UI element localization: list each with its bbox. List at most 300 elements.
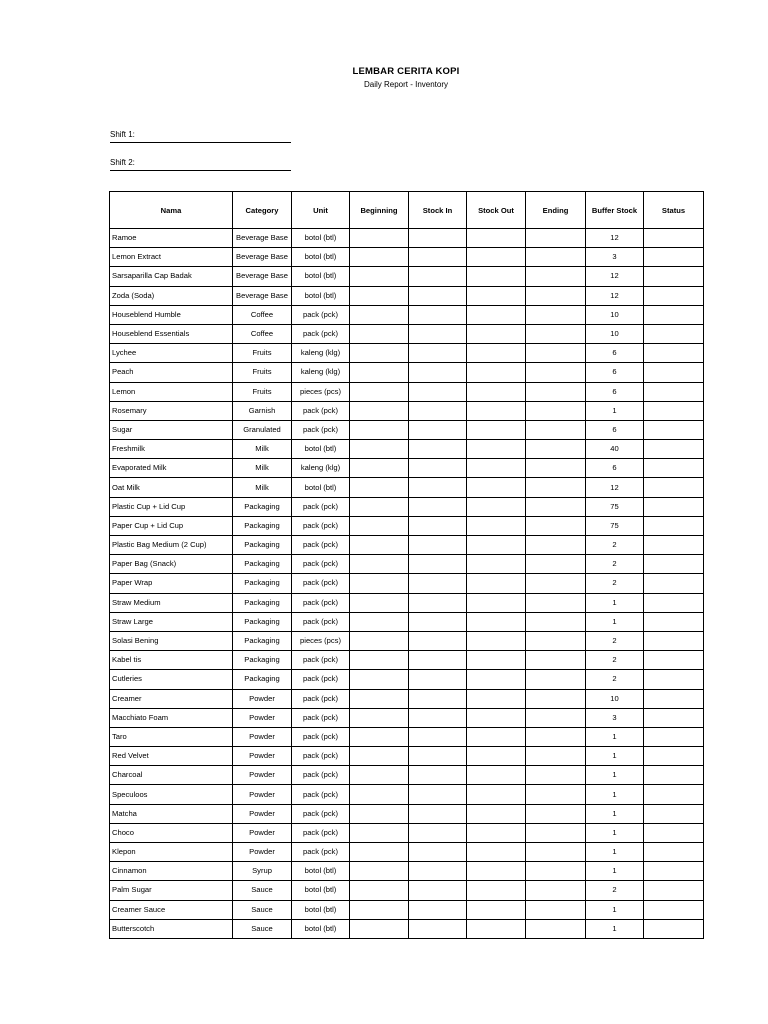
cell-stock-out[interactable]	[467, 229, 526, 248]
cell-stock-in[interactable]	[409, 574, 467, 593]
cell-ending[interactable]	[526, 708, 586, 727]
cell-category: Garnish	[233, 401, 292, 420]
cell-ending[interactable]	[526, 382, 586, 401]
cell-ending[interactable]	[526, 593, 586, 612]
cell-stock-in[interactable]	[409, 651, 467, 670]
cell-nama: Lemon	[110, 382, 233, 401]
cell-beginning[interactable]	[350, 747, 409, 766]
cell-status[interactable]	[644, 804, 704, 823]
cell-status[interactable]	[644, 440, 704, 459]
cell-stock-out[interactable]	[467, 248, 526, 267]
cell-beginning[interactable]	[350, 267, 409, 286]
cell-buffer-stock: 6	[586, 344, 644, 363]
cell-stock-out[interactable]	[467, 919, 526, 938]
table-row	[110, 766, 704, 785]
cell-buffer-stock: 3	[586, 248, 644, 267]
cell-buffer-stock: 75	[586, 516, 644, 535]
cell-stock-in[interactable]	[409, 900, 467, 919]
cell-beginning[interactable]	[350, 612, 409, 631]
cell-unit: kaleng (klg)	[292, 363, 350, 382]
table-row	[110, 324, 704, 343]
cell-stock-out[interactable]	[467, 267, 526, 286]
cell-buffer-stock: 40	[586, 440, 644, 459]
cell-nama: Sarsaparilla Cap Badak	[110, 267, 233, 286]
cell-stock-out[interactable]	[467, 747, 526, 766]
cell-ending[interactable]	[526, 555, 586, 574]
cell-category: Sauce	[233, 919, 292, 938]
page-title: LEMBAR CERITA KOPI	[352, 66, 460, 77]
cell-stock-out[interactable]	[467, 459, 526, 478]
cell-beginning[interactable]	[350, 344, 409, 363]
cell-status[interactable]	[644, 497, 704, 516]
cell-beginning[interactable]	[350, 689, 409, 708]
cell-stock-in[interactable]	[409, 459, 467, 478]
table-row	[110, 229, 704, 248]
cell-stock-in[interactable]	[409, 440, 467, 459]
cell-ending[interactable]	[526, 900, 586, 919]
cell-ending[interactable]	[526, 401, 586, 420]
cell-category: Packaging	[233, 670, 292, 689]
cell-status[interactable]	[644, 344, 704, 363]
cell-beginning[interactable]	[350, 459, 409, 478]
cell-status[interactable]	[644, 843, 704, 862]
cell-ending[interactable]	[526, 229, 586, 248]
table-row	[110, 478, 704, 497]
cell-ending[interactable]	[526, 344, 586, 363]
table-row	[110, 267, 704, 286]
cell-unit: pack (pck)	[292, 536, 350, 555]
cell-stock-out[interactable]	[467, 440, 526, 459]
cell-status[interactable]	[644, 267, 704, 286]
cell-ending[interactable]	[526, 459, 586, 478]
cell-category: Packaging	[233, 593, 292, 612]
cell-stock-in[interactable]	[409, 401, 467, 420]
table-row	[110, 670, 704, 689]
cell-beginning[interactable]	[350, 516, 409, 535]
cell-nama: Straw Medium	[110, 593, 233, 612]
cell-ending[interactable]	[526, 478, 586, 497]
cell-nama: Matcha	[110, 804, 233, 823]
cell-status[interactable]	[644, 919, 704, 938]
cell-stock-in[interactable]	[409, 516, 467, 535]
cell-category: Beverage Base	[233, 229, 292, 248]
cell-nama: Oat Milk	[110, 478, 233, 497]
cell-stock-in[interactable]	[409, 324, 467, 343]
cell-ending[interactable]	[526, 516, 586, 535]
cell-beginning[interactable]	[350, 631, 409, 650]
cell-ending[interactable]	[526, 823, 586, 842]
cell-category: Sauce	[233, 881, 292, 900]
cell-ending[interactable]	[526, 420, 586, 439]
cell-ending[interactable]	[526, 843, 586, 862]
cell-nama: Choco	[110, 823, 233, 842]
cell-stock-out[interactable]	[467, 689, 526, 708]
cell-buffer-stock: 12	[586, 267, 644, 286]
cell-unit: botol (btl)	[292, 267, 350, 286]
cell-ending[interactable]	[526, 689, 586, 708]
cell-ending[interactable]	[526, 670, 586, 689]
cell-buffer-stock: 1	[586, 843, 644, 862]
cell-category: Packaging	[233, 536, 292, 555]
cell-nama: Creamer Sauce	[110, 900, 233, 919]
cell-stock-in[interactable]	[409, 631, 467, 650]
cell-stock-out[interactable]	[467, 612, 526, 631]
cell-status[interactable]	[644, 555, 704, 574]
cell-ending[interactable]	[526, 747, 586, 766]
cell-stock-out[interactable]	[467, 478, 526, 497]
cell-ending[interactable]	[526, 536, 586, 555]
cell-status[interactable]	[644, 401, 704, 420]
cell-stock-in[interactable]	[409, 843, 467, 862]
cell-buffer-stock: 2	[586, 651, 644, 670]
cell-status[interactable]	[644, 900, 704, 919]
cell-status[interactable]	[644, 593, 704, 612]
cell-stock-in[interactable]	[409, 305, 467, 324]
cell-status[interactable]	[644, 536, 704, 555]
cell-stock-in[interactable]	[409, 497, 467, 516]
cell-stock-in[interactable]	[409, 612, 467, 631]
cell-buffer-stock: 1	[586, 919, 644, 938]
cell-status[interactable]	[644, 747, 704, 766]
cell-beginning[interactable]	[350, 305, 409, 324]
cell-stock-in[interactable]	[409, 593, 467, 612]
cell-beginning[interactable]	[350, 555, 409, 574]
table-row	[110, 305, 704, 324]
cell-stock-out[interactable]	[467, 862, 526, 881]
table-row	[110, 651, 704, 670]
cell-status[interactable]	[644, 286, 704, 305]
cell-status[interactable]	[644, 881, 704, 900]
cell-stock-out[interactable]	[467, 900, 526, 919]
cell-status[interactable]	[644, 708, 704, 727]
cell-status[interactable]	[644, 305, 704, 324]
cell-stock-in[interactable]	[409, 382, 467, 401]
cell-stock-out[interactable]	[467, 631, 526, 650]
shift-2-field[interactable]	[110, 157, 291, 171]
cell-stock-in[interactable]	[409, 248, 467, 267]
cell-category: Fruits	[233, 344, 292, 363]
cell-status[interactable]	[644, 727, 704, 746]
cell-nama: Ramoe	[110, 229, 233, 248]
cell-status[interactable]	[644, 631, 704, 650]
cell-ending[interactable]	[526, 363, 586, 382]
cell-status[interactable]	[644, 823, 704, 842]
cell-beginning[interactable]	[350, 536, 409, 555]
cell-stock-in[interactable]	[409, 862, 467, 881]
table-row	[110, 862, 704, 881]
cell-stock-in[interactable]	[409, 286, 467, 305]
cell-beginning[interactable]	[350, 727, 409, 746]
cell-stock-in[interactable]	[409, 555, 467, 574]
cell-stock-out[interactable]	[467, 382, 526, 401]
cell-buffer-stock: 6	[586, 382, 644, 401]
cell-stock-out[interactable]	[467, 823, 526, 842]
cell-nama: Plastic Bag Medium (2 Cup)	[110, 536, 233, 555]
cell-unit: botol (btl)	[292, 881, 350, 900]
cell-beginning[interactable]	[350, 382, 409, 401]
cell-beginning[interactable]	[350, 823, 409, 842]
cell-buffer-stock: 2	[586, 574, 644, 593]
cell-status[interactable]	[644, 248, 704, 267]
cell-category: Powder	[233, 843, 292, 862]
cell-stock-in[interactable]	[409, 708, 467, 727]
cell-unit: pack (pck)	[292, 305, 350, 324]
cell-ending[interactable]	[526, 804, 586, 823]
cell-ending[interactable]	[526, 631, 586, 650]
cell-stock-out[interactable]	[467, 785, 526, 804]
cell-stock-in[interactable]	[409, 478, 467, 497]
cell-stock-out[interactable]	[467, 881, 526, 900]
cell-status[interactable]	[644, 574, 704, 593]
table-row	[110, 536, 704, 555]
cell-status[interactable]	[644, 612, 704, 631]
cell-nama: Freshmilk	[110, 440, 233, 459]
cell-beginning[interactable]	[350, 286, 409, 305]
cell-stock-in[interactable]	[409, 823, 467, 842]
cell-status[interactable]	[644, 785, 704, 804]
cell-category: Coffee	[233, 305, 292, 324]
cell-nama: Cutleries	[110, 670, 233, 689]
cell-unit: pack (pck)	[292, 804, 350, 823]
cell-nama: Plastic Cup + Lid Cup	[110, 497, 233, 516]
cell-beginning[interactable]	[350, 785, 409, 804]
cell-stock-in[interactable]	[409, 420, 467, 439]
cell-status[interactable]	[644, 670, 704, 689]
cell-buffer-stock: 1	[586, 593, 644, 612]
cell-unit: botol (btl)	[292, 478, 350, 497]
cell-nama: Paper Cup + Lid Cup	[110, 516, 233, 535]
cell-stock-in[interactable]	[409, 670, 467, 689]
inventory-table	[109, 191, 704, 939]
cell-unit: pack (pck)	[292, 612, 350, 631]
column-header-ending: Ending	[526, 192, 586, 229]
column-header-buffer-stock: Buffer Stock	[586, 192, 644, 229]
cell-category: Sauce	[233, 900, 292, 919]
table-row	[110, 708, 704, 727]
cell-unit: pack (pck)	[292, 651, 350, 670]
cell-stock-out[interactable]	[467, 344, 526, 363]
cell-unit: botol (btl)	[292, 919, 350, 938]
cell-stock-out[interactable]	[467, 536, 526, 555]
cell-ending[interactable]	[526, 766, 586, 785]
cell-stock-out[interactable]	[467, 766, 526, 785]
cell-stock-in[interactable]	[409, 804, 467, 823]
cell-stock-in[interactable]	[409, 766, 467, 785]
cell-stock-out[interactable]	[467, 401, 526, 420]
cell-ending[interactable]	[526, 497, 586, 516]
cell-beginning[interactable]	[350, 229, 409, 248]
cell-ending[interactable]	[526, 785, 586, 804]
shift-2-label: Shift 2:	[110, 158, 135, 167]
cell-stock-out[interactable]	[467, 670, 526, 689]
cell-nama: Speculoos	[110, 785, 233, 804]
cell-nama: Paper Wrap	[110, 574, 233, 593]
cell-category: Powder	[233, 785, 292, 804]
cell-beginning[interactable]	[350, 497, 409, 516]
cell-buffer-stock: 1	[586, 862, 644, 881]
column-header-status: Status	[644, 192, 704, 229]
cell-stock-in[interactable]	[409, 689, 467, 708]
cell-stock-out[interactable]	[467, 324, 526, 343]
table-row	[110, 612, 704, 631]
cell-beginning[interactable]	[350, 363, 409, 382]
cell-ending[interactable]	[526, 324, 586, 343]
cell-ending[interactable]	[526, 248, 586, 267]
cell-ending[interactable]	[526, 919, 586, 938]
table-row	[110, 459, 704, 478]
cell-stock-out[interactable]	[467, 305, 526, 324]
cell-ending[interactable]	[526, 727, 586, 746]
cell-status[interactable]	[644, 420, 704, 439]
cell-beginning[interactable]	[350, 708, 409, 727]
cell-beginning[interactable]	[350, 574, 409, 593]
cell-beginning[interactable]	[350, 324, 409, 343]
cell-stock-out[interactable]	[467, 727, 526, 746]
cell-stock-in[interactable]	[409, 267, 467, 286]
cell-stock-in[interactable]	[409, 727, 467, 746]
cell-status[interactable]	[644, 324, 704, 343]
cell-nama: Charcoal	[110, 766, 233, 785]
cell-status[interactable]	[644, 862, 704, 881]
cell-nama: Evaporated Milk	[110, 459, 233, 478]
cell-stock-out[interactable]	[467, 651, 526, 670]
cell-buffer-stock: 12	[586, 478, 644, 497]
cell-ending[interactable]	[526, 267, 586, 286]
cell-nama: Sugar	[110, 420, 233, 439]
cell-stock-out[interactable]	[467, 497, 526, 516]
cell-status[interactable]	[644, 766, 704, 785]
cell-ending[interactable]	[526, 286, 586, 305]
cell-stock-out[interactable]	[467, 593, 526, 612]
cell-stock-out[interactable]	[467, 843, 526, 862]
table-row	[110, 919, 704, 938]
cell-stock-in[interactable]	[409, 785, 467, 804]
cell-beginning[interactable]	[350, 881, 409, 900]
cell-stock-out[interactable]	[467, 708, 526, 727]
cell-unit: kaleng (klg)	[292, 344, 350, 363]
cell-beginning[interactable]	[350, 651, 409, 670]
cell-stock-in[interactable]	[409, 747, 467, 766]
cell-buffer-stock: 2	[586, 631, 644, 650]
cell-unit: pack (pck)	[292, 555, 350, 574]
table-row	[110, 727, 704, 746]
cell-nama: Solasi Bening	[110, 631, 233, 650]
cell-buffer-stock: 2	[586, 670, 644, 689]
cell-beginning[interactable]	[350, 248, 409, 267]
column-header-unit: Unit	[292, 192, 350, 229]
cell-beginning[interactable]	[350, 440, 409, 459]
cell-nama: Creamer	[110, 689, 233, 708]
cell-stock-in[interactable]	[409, 881, 467, 900]
cell-buffer-stock: 1	[586, 401, 644, 420]
cell-stock-in[interactable]	[409, 919, 467, 938]
cell-status[interactable]	[644, 382, 704, 401]
cell-ending[interactable]	[526, 574, 586, 593]
cell-unit: botol (btl)	[292, 900, 350, 919]
cell-nama: Lychee	[110, 344, 233, 363]
table-row	[110, 286, 704, 305]
cell-ending[interactable]	[526, 881, 586, 900]
cell-status[interactable]	[644, 363, 704, 382]
cell-nama: Kabel tis	[110, 651, 233, 670]
table-row	[110, 823, 704, 842]
cell-ending[interactable]	[526, 440, 586, 459]
cell-unit: botol (btl)	[292, 440, 350, 459]
cell-status[interactable]	[644, 689, 704, 708]
cell-stock-out[interactable]	[467, 286, 526, 305]
table-row	[110, 363, 704, 382]
cell-beginning[interactable]	[350, 900, 409, 919]
cell-stock-out[interactable]	[467, 420, 526, 439]
cell-buffer-stock: 1	[586, 823, 644, 842]
cell-stock-out[interactable]	[467, 516, 526, 535]
cell-stock-out[interactable]	[467, 555, 526, 574]
cell-ending[interactable]	[526, 612, 586, 631]
table-row	[110, 248, 704, 267]
cell-ending[interactable]	[526, 305, 586, 324]
cell-buffer-stock: 1	[586, 804, 644, 823]
shift-1-label: Shift 1:	[110, 130, 135, 139]
cell-unit: pack (pck)	[292, 708, 350, 727]
cell-ending[interactable]	[526, 651, 586, 670]
cell-buffer-stock: 2	[586, 536, 644, 555]
cell-unit: pack (pck)	[292, 324, 350, 343]
table-row	[110, 843, 704, 862]
cell-ending[interactable]	[526, 862, 586, 881]
cell-stock-in[interactable]	[409, 344, 467, 363]
cell-unit: pack (pck)	[292, 497, 350, 516]
table-row	[110, 804, 704, 823]
column-header-nama: Nama	[110, 192, 233, 229]
inventory-table-body	[110, 229, 704, 939]
cell-beginning[interactable]	[350, 919, 409, 938]
cell-nama: Lemon Extract	[110, 248, 233, 267]
cell-status[interactable]	[644, 229, 704, 248]
cell-nama: Macchiato Foam	[110, 708, 233, 727]
cell-beginning[interactable]	[350, 804, 409, 823]
cell-stock-in[interactable]	[409, 536, 467, 555]
page-subtitle: Daily Report - Inventory	[363, 80, 449, 89]
cell-unit: pack (pck)	[292, 670, 350, 689]
cell-stock-out[interactable]	[467, 574, 526, 593]
cell-status[interactable]	[644, 478, 704, 497]
cell-buffer-stock: 1	[586, 900, 644, 919]
cell-unit: pack (pck)	[292, 574, 350, 593]
cell-beginning[interactable]	[350, 843, 409, 862]
cell-beginning[interactable]	[350, 862, 409, 881]
shift-1-field[interactable]	[110, 129, 291, 143]
cell-beginning[interactable]	[350, 478, 409, 497]
cell-beginning[interactable]	[350, 420, 409, 439]
cell-status[interactable]	[644, 516, 704, 535]
cell-beginning[interactable]	[350, 670, 409, 689]
cell-stock-in[interactable]	[409, 229, 467, 248]
table-row	[110, 382, 704, 401]
cell-beginning[interactable]	[350, 401, 409, 420]
cell-stock-out[interactable]	[467, 804, 526, 823]
cell-status[interactable]	[644, 651, 704, 670]
cell-beginning[interactable]	[350, 593, 409, 612]
cell-beginning[interactable]	[350, 766, 409, 785]
cell-unit: pack (pck)	[292, 401, 350, 420]
cell-stock-out[interactable]	[467, 363, 526, 382]
cell-category: Packaging	[233, 651, 292, 670]
cell-category: Packaging	[233, 497, 292, 516]
cell-status[interactable]	[644, 459, 704, 478]
table-row	[110, 785, 704, 804]
cell-buffer-stock: 12	[586, 229, 644, 248]
cell-stock-in[interactable]	[409, 363, 467, 382]
